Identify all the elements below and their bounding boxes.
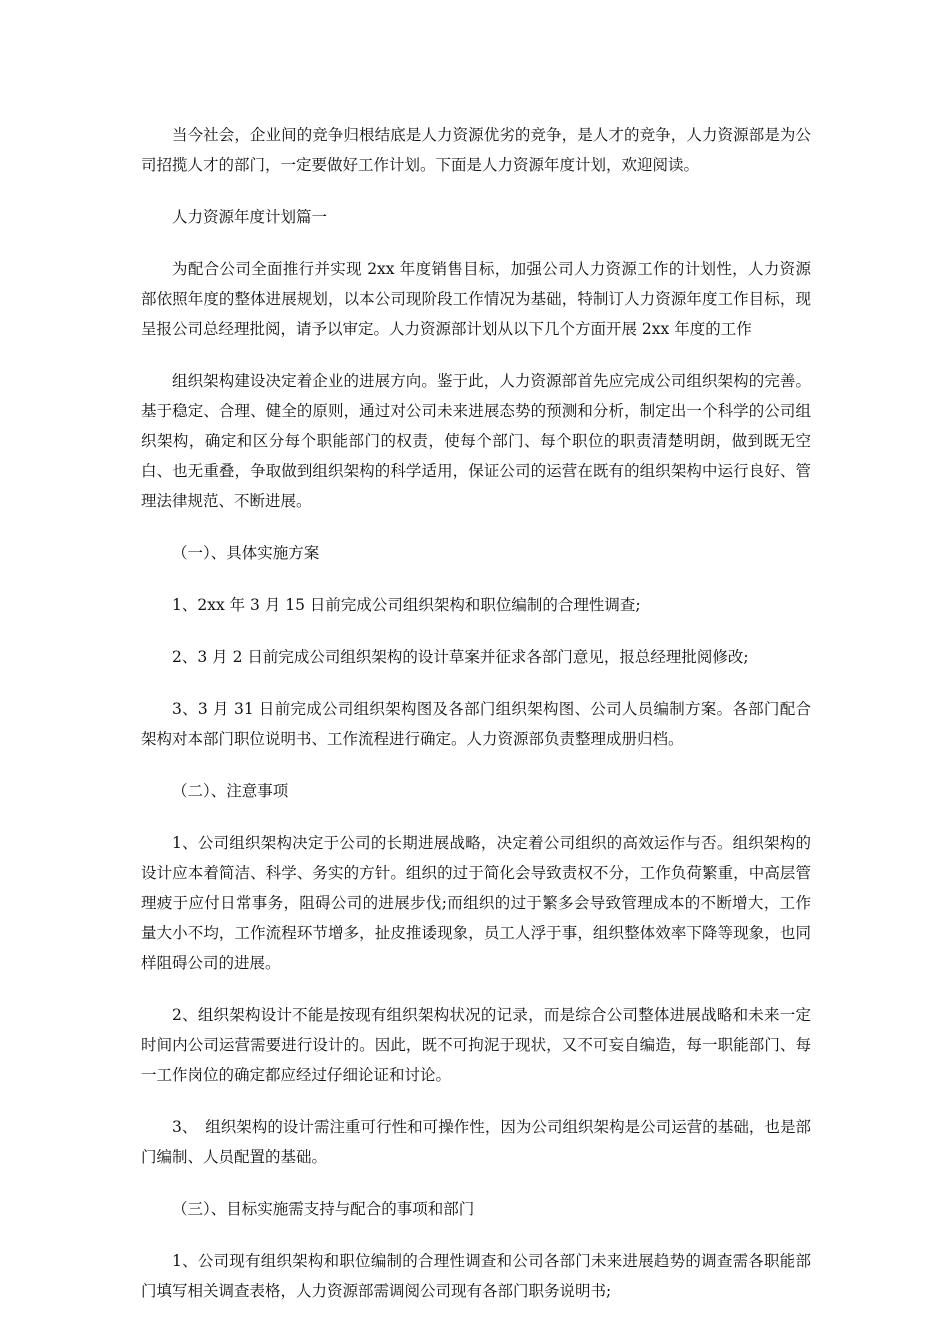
body-paragraph: 组织架构建设决定着企业的进展方向。鉴于此，人力资源部首先应完成公司组织架构的完善。基于稳定、合理、健全的原则，通过对公司未来进展态势的预测和分析，制定出一个科学的公司组织架构，确定和区分每个职能部门的权责，使每个部门、每个职位的职责清楚明朗，做到既无空白、也无重叠，争取做到组织架构的科学适用，保证公司的运营在既有的组织架构中运行良好、管理法律规范、不断进展。 xyxy=(141,372,811,510)
list-item: 2、组织架构设计不能是按现有组织架构状况的记录，而是综合公司整体进展战略和未来一定时间内公司运营需要进行设计的。因此，既不可拘泥于现状，又不可妄自编造，每一职能部门、每一工作岗位的确定都应经过仔细论证和讨论。 xyxy=(141,1006,811,1084)
list-item: 2、3 月 2 日前完成公司组织架构的设计草案并征求各部门意见，报总经理批阅修改; xyxy=(172,648,749,666)
subsection-heading: （一）、具体实施方案 xyxy=(172,544,320,562)
document-body xyxy=(141,120,811,1328)
body-paragraph: 为配合公司全面推行并实现 2xx 年度销售目标，加强公司人力资源工作的计划性，人力资源部依照年度的整体进展规划，以本公司现阶段工作情况为基础，特制订人力资源年度工作目标，现呈报公司总经理批阅，请予以审定。人力资源部计划从以下几个方面开展 2xx 年度的工作 xyxy=(141,260,811,338)
subsection-heading: （三）、目标实施需支持与配合的事项和部门 xyxy=(172,1200,475,1218)
list-item: 1、公司现有组织架构和职位编制的合理性调查和公司各部门未来进展趋势的调查需各职能部门填写相关调查表格，人力资源部需调阅公司现有各部门职务说明书; xyxy=(141,1252,811,1300)
list-item: 3、 组织架构的设计需注重可行性和可操作性，因为公司组织架构是公司运营的基础，也是部门编制、人员配置的基础。 xyxy=(141,1118,811,1166)
subsection-heading: （二）、注意事项 xyxy=(172,782,289,800)
list-item: 1、公司组织架构决定于公司的长期进展战略，决定着公司组织的高效运作与否。组织架构的设计应本着简洁、科学、务实的方针。组织的过于简化会导致责权不分，工作负荷繁重，中高层管理疲于应付日常事务，阻碍公司的进展步伐;而组织的过于繁多会导致管理成本的不断增大，工作量大小不均，工作流程环节增多，扯皮推诿现象，员工人浮于事，组织整体效率下降等现象，也同样阻碍公司的进展。 xyxy=(141,834,811,972)
intro-paragraph: 当今社会，企业间的竞争归根结底是人力资源优劣的竞争，是人才的竞争，人力资源部是为公司招揽人才的部门，一定要做好工作计划。下面是人力资源年度计划，欢迎阅读。 xyxy=(141,126,811,174)
list-item: 3、3 月 31 日前完成公司组织架构图及各部门组织架构图、公司人员编制方案。各部门配合架构对本部门职位说明书、工作流程进行确定。人力资源部负责整理成册归档。 xyxy=(141,700,811,748)
section-title: 人力资源年度计划篇一 xyxy=(172,208,328,226)
list-item: 1、2xx 年 3 月 15 日前完成公司组织架构和职位编制的合理性调查; xyxy=(172,596,641,614)
